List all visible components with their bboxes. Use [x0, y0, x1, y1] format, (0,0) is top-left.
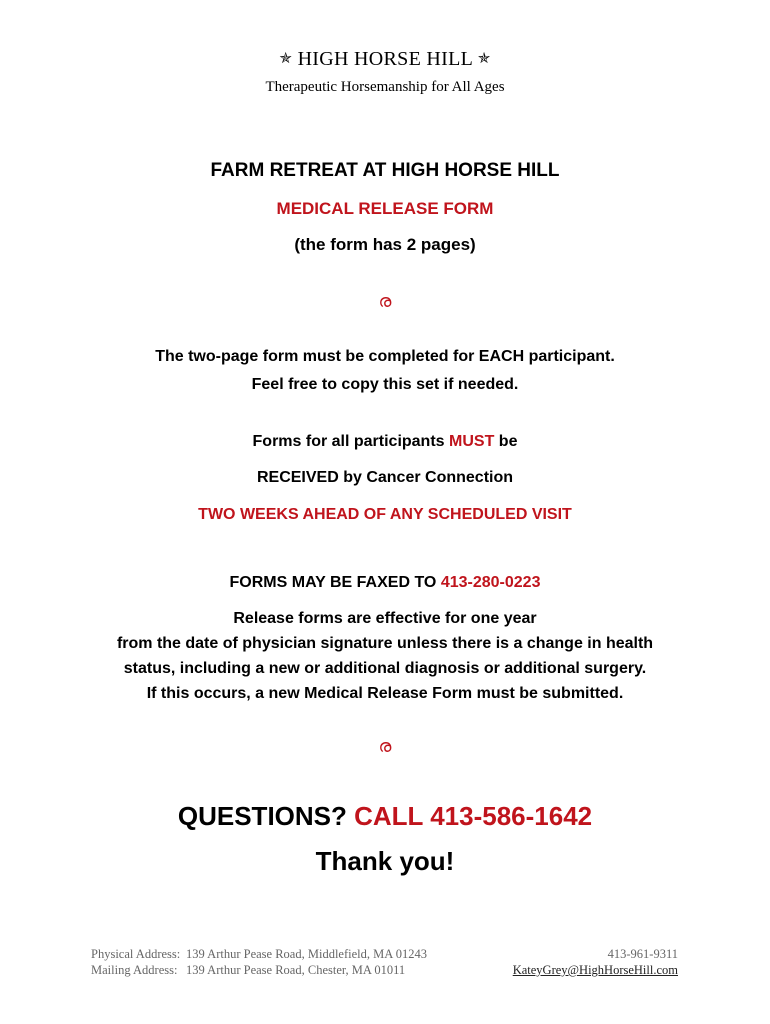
received-line: RECEIVED by Cancer Connection: [256, 469, 514, 486]
contact-phone: 413-961-9311: [607, 947, 678, 961]
mailing-address-label: Mailing Address:: [91, 963, 178, 977]
star-icon: ✯: [477, 51, 491, 67]
deadline-line: TWO WEEKS AHEAD OF ANY SCHEDULED VISIT: [198, 506, 572, 523]
form-name: MEDICAL RELEASE FORM: [276, 199, 494, 218]
footer-addresses: [91, 946, 427, 978]
instruction-line-1: The two-page form must be completed for EACH participant.: [155, 348, 615, 365]
call-number: CALL 413-586-1642: [354, 801, 593, 831]
org-subtitle: Therapeutic Horsemanship for All Ages: [265, 79, 505, 95]
org-title: [0, 48, 770, 71]
forms-must-line: [0, 433, 770, 451]
fax-line: [0, 574, 770, 592]
footer-contact: [513, 946, 678, 978]
forms-suffix: be: [498, 433, 518, 450]
fax-label: FORMS MAY BE FAXED TO: [229, 574, 437, 591]
star-icon: ✯: [279, 51, 293, 67]
thank-you: Thank you!: [315, 846, 455, 876]
validity-line-4: If this occurs, a new Medical Release Form must be submitted.: [146, 685, 624, 702]
physical-address-label: Physical Address:: [91, 947, 181, 961]
fax-number: 413-280-0223: [440, 574, 541, 591]
validity-line-1: Release forms are effective for one year: [233, 610, 537, 627]
physical-address: [91, 946, 427, 962]
validity-line-3: status, including a new or additional diagnosis or additional surgery.: [123, 660, 647, 677]
forms-prefix: Forms for all participants: [252, 433, 445, 450]
questions-line: [0, 801, 770, 832]
validity-line-2: from the date of physician signature unless there is a change in health: [116, 635, 654, 652]
flourish-divider-icon: ര: [378, 736, 392, 756]
flourish-divider-icon: ര: [378, 291, 392, 311]
must-emphasis: MUST: [449, 433, 495, 450]
contact-email-link[interactable]: KateyGrey@HighHorseHill.com: [512, 963, 678, 977]
org-name: HIGH HORSE HILL: [297, 48, 473, 70]
physical-address-value: 139 Arthur Pease Road, Middlefield, MA 01243: [186, 947, 427, 961]
mailing-address-value: 139 Arthur Pease Road, Chester, MA 01011: [186, 963, 406, 977]
questions-label: QUESTIONS?: [177, 801, 347, 831]
pages-note: (the form has 2 pages): [294, 235, 476, 254]
instruction-line-2: Feel free to copy this set if needed.: [251, 376, 519, 393]
page-title: FARM RETREAT AT HIGH HORSE HILL: [210, 160, 560, 181]
mailing-address: [91, 962, 427, 978]
